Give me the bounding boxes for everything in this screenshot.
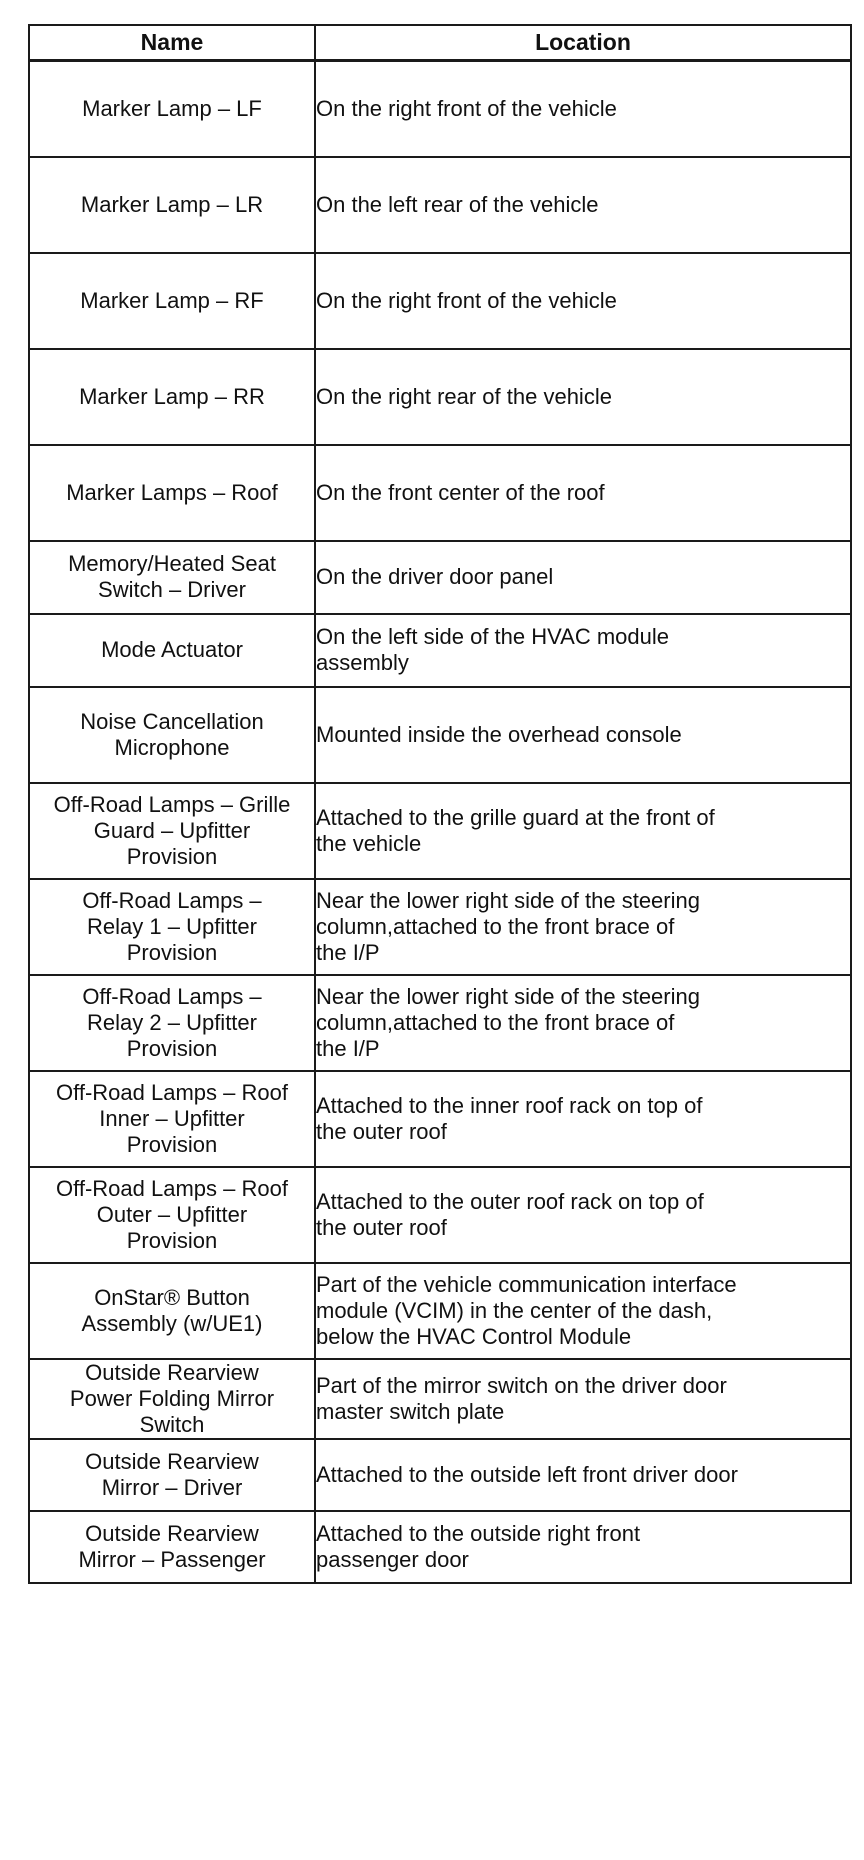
component-name: Off-Road Lamps – Relay 2 – Upfitter Provision [82,983,262,1061]
component-location: On the driver door panel [316,564,554,589]
component-location-cell [315,1071,851,1167]
table-row [29,1439,851,1511]
name-column-header: Name [29,25,315,61]
component-location: Near the lower right side of the steering column,attached to the front brace of the I/P [316,887,700,965]
component-name-cell [29,879,315,975]
component-location: On the right rear of the vehicle [316,383,612,409]
component-location: Attached to the inner roof rack on top of the outer roof [316,1092,703,1144]
component-location: Mounted inside the overhead console [316,721,682,747]
component-location: Attached to the outside right front passenger door [316,1520,641,1572]
component-location-cell [315,1359,851,1439]
component-name: Outside Rearview Power Folding Mirror Switch [69,1359,275,1437]
component-name-cell [29,1511,315,1583]
component-name-cell [29,253,315,349]
table-row [29,445,851,541]
table-row [29,975,851,1071]
component-location: On the front center of the roof [316,479,605,505]
component-location: Attached to the grille guard at the front of the vehicle [316,804,715,856]
component-location: Attached to the outside left front driver door [316,1461,738,1487]
component-name: Marker Lamps – Roof [66,479,278,505]
component-name-cell [29,1439,315,1511]
component-name-cell [29,541,315,614]
component-location-cell [315,879,851,975]
location-column-header: Location [315,25,851,61]
component-location-cell [315,445,851,541]
component-location-cell [315,614,851,687]
component-name-cell [29,1167,315,1263]
table-row [29,541,851,614]
table-row [29,879,851,975]
component-location-table [28,24,852,1584]
component-location-cell [315,783,851,879]
component-name-cell [29,1359,315,1439]
component-name-cell [29,687,315,783]
table-row [29,1263,851,1359]
component-name: Marker Lamp – LR [80,191,264,217]
component-name: Marker Lamp – RF [80,287,264,313]
component-location-cell [315,687,851,783]
table-row [29,61,851,157]
component-location-cell [315,349,851,445]
component-location-cell [315,61,851,157]
component-location: On the left rear of the vehicle [316,191,599,217]
component-name-cell [29,614,315,687]
table-row [29,349,851,445]
component-location-cell [315,975,851,1071]
table-row [29,157,851,253]
component-name-cell [29,783,315,879]
component-location-cell [315,157,851,253]
component-location: Part of the vehicle communication interface module (VCIM) in the center of the dash, below the HVAC Control Module [316,1271,737,1349]
component-location-cell [315,1511,851,1583]
component-name-cell [29,1071,315,1167]
component-name: Off-Road Lamps – Roof Outer – Upfitter Provision [56,1175,288,1253]
component-name-cell [29,975,315,1071]
component-location: Attached to the outer roof rack on top of the outer roof [316,1188,704,1240]
table-row [29,1167,851,1263]
table-row [29,614,851,687]
table-row [29,687,851,783]
component-name: Marker Lamp – RR [79,383,265,409]
component-name-cell [29,1263,315,1359]
component-name-cell [29,61,315,157]
component-name-cell [29,349,315,445]
component-name: Off-Road Lamps – Roof Inner – Upfitter Provision [56,1079,288,1157]
component-name: Noise Cancellation Microphone [80,708,264,760]
component-name: Off-Road Lamps – Grille Guard – Upfitter Provision [53,791,291,869]
component-location-cell [315,541,851,614]
table-row [29,1359,851,1439]
table-row [29,1511,851,1583]
component-location-cell [315,253,851,349]
component-location-cell [315,1263,851,1359]
component-location: On the right front of the vehicle [316,95,617,121]
component-name: Outside Rearview Mirror – Passenger [78,1520,266,1572]
component-location: On the right front of the vehicle [316,287,617,313]
component-name: Marker Lamp – LF [82,95,262,121]
component-location-cell [315,1439,851,1511]
component-name-cell [29,157,315,253]
component-name: Off-Road Lamps – Relay 1 – Upfitter Provision [82,887,262,965]
component-location: On the left side of the HVAC module assembly [316,624,669,675]
table-row [29,253,851,349]
component-name-cell [29,445,315,541]
table-row [29,783,851,879]
component-name: Mode Actuator [101,637,243,662]
component-name: Memory/Heated Seat Switch – Driver [68,551,276,602]
component-name: OnStar® Button Assembly (w/UE1) [81,1284,263,1336]
table-row [29,1071,851,1167]
component-name: Outside Rearview Mirror – Driver [85,1448,259,1500]
table-body [29,61,851,1583]
component-location-cell [315,1167,851,1263]
component-location: Near the lower right side of the steering column,attached to the front brace of the I/P [316,983,700,1061]
header-row [29,25,851,61]
component-location: Part of the mirror switch on the driver door master switch plate [316,1372,727,1424]
